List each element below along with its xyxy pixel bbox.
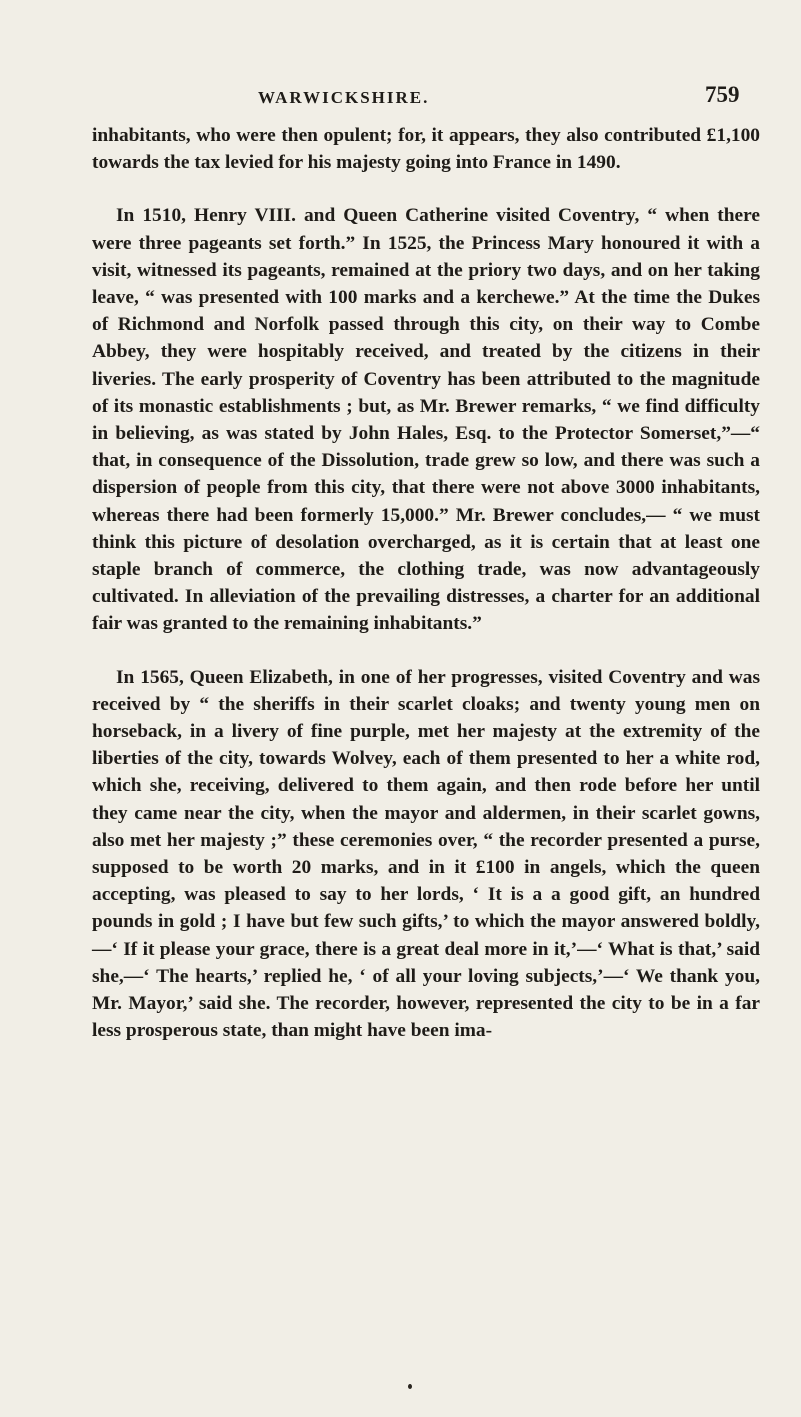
paragraph-2: In 1510, Henry VIII. and Queen Catherine visited Coventry, “ when there were three pageants set forth.” In 1525, the Princess Mary honoured it with a visit, witnessed its pageants, remained at the priory two days, and on her taking leave, “ was presented with 100 marks and a kerchewe.” At the time the Dukes of Richmond and Norfolk passed through this city, on their way to Combe Abbey, they were hospitably received, and treated by the citizens in their liveries. The early prosperity of Coventry has been attributed to the magnitude of its monastic establishments ; but, as Mr. Brewer remarks, “ we find difficulty in believing, as was stated by John Hales, Esq. to the Protector Somerset,”—“ that, in consequence of the Dissolution, trade grew so low, and there was such a dispersion of people from this city, that there were not above 3000 inhabitants, whereas there had been formerly 15,000.” Mr. Brewer concludes,— “ we must think this picture of desolation overcharged, as it is certain that at least one staple branch of commerce, the clothing trade, was now advantageously cultivated. In alleviation of the prevailing distresses, a charter for an additional fair was granted to the remaining inhabitants.” [92, 205, 760, 635]
printer-mark [408, 1384, 412, 1389]
page-number: 759 [705, 82, 740, 107]
running-head: WARWICKSHIRE. [258, 88, 430, 107]
body-text [92, 122, 760, 1045]
paragraph-1: inhabitants, who were then opulent; for, it appears, they also contributed £1,100 towards the tax levied for his majesty going into France in 1490. [92, 125, 760, 174]
paragraph-3: In 1565, Queen Elizabeth, in one of her progresses, visited Coventry and was received by “ the sheriffs in their scarlet cloaks; and twenty young men on horseback, in a livery of fine purple, met her majesty at the extremity of the liberties of the city, towards Wolvey, each of them presented to her a white rod, which she, receiving, delivered to them again, and then rode before her until they came near the city, when the mayor and aldermen, in their scarlet gowns, also met her majesty ;” these ceremonies over, “ the recorder presented a purse, supposed to be worth 20 marks, and in it £100 in angels, which the queen accepting, was pleased to say to her lords, ‘ It is a a good gift, an hundred pounds in gold ; I have but few such gifts,’ to which the mayor answered boldly,—‘ If it please your grace, there is a great deal more in it,’—‘ What is that,’ said she,—‘ The hearts,’ replied he, ‘ of all your loving subjects,’—‘ We thank you, Mr. Mayor,’ said she. The recorder, however, represented the city to be in a far less prosperous state, than might have been ima- [92, 666, 760, 1042]
